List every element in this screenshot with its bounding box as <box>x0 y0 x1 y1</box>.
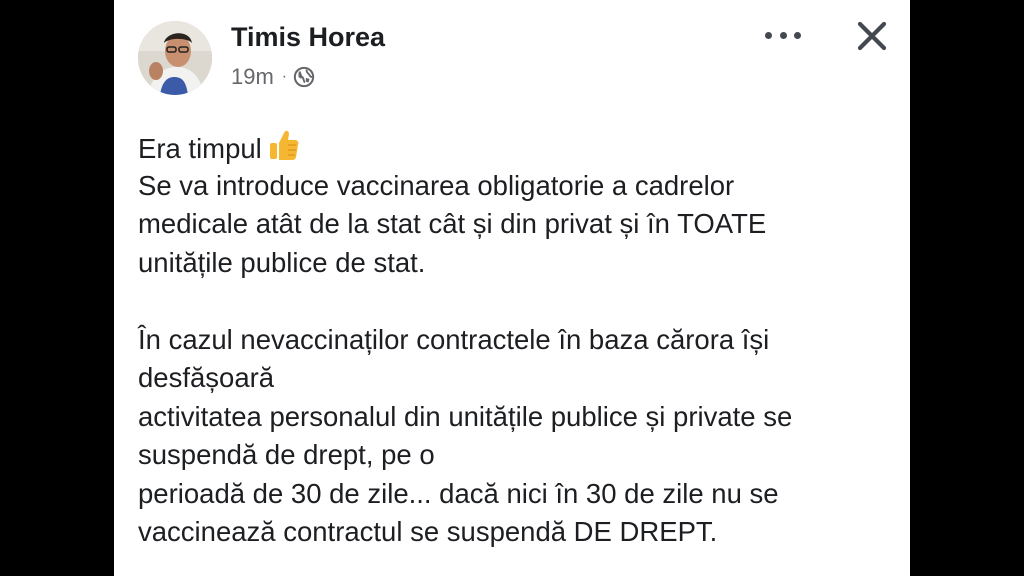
more-dot <box>765 32 772 39</box>
thumbs-up-icon <box>268 128 300 162</box>
meta-separator: · <box>281 68 288 85</box>
globe-icon <box>293 66 315 88</box>
post-line: vaccinează contractul se suspendă DE DREPT. <box>138 516 718 547</box>
post-card <box>114 0 910 576</box>
post-line: suspendă de drept, pe o <box>138 439 435 470</box>
post-line: unitățile publice de stat. <box>138 246 426 278</box>
paragraph-gap <box>138 282 898 321</box>
more-dot <box>780 32 787 39</box>
more-options-icon[interactable] <box>765 22 801 48</box>
author-name[interactable]: Timis Horea <box>231 22 386 52</box>
post-line: Se va introduce vaccinarea obligatorie a cadrelor <box>138 169 735 201</box>
post-line: În cazul nevaccinaților contractele în baza cărora își <box>138 323 770 355</box>
post-line: desfășoară <box>138 362 275 393</box>
post-line <box>138 128 898 167</box>
post-line: medicale atât de la stat cât și din privat și în TOATE <box>138 208 767 239</box>
close-icon[interactable] <box>854 18 890 54</box>
avatar-image <box>138 21 212 95</box>
post-text <box>138 128 898 552</box>
post-time[interactable]: 19m <box>231 64 274 89</box>
post-meta <box>231 64 315 90</box>
avatar[interactable] <box>138 21 212 95</box>
post-line: activitatea personalul din unitățile publice și private se <box>138 400 793 432</box>
post-line: perioadă de 30 de zile... dacă nici în 30 de zile nu se <box>138 477 779 509</box>
more-dot <box>794 32 801 39</box>
post-line-text: Era timpul <box>138 133 262 164</box>
